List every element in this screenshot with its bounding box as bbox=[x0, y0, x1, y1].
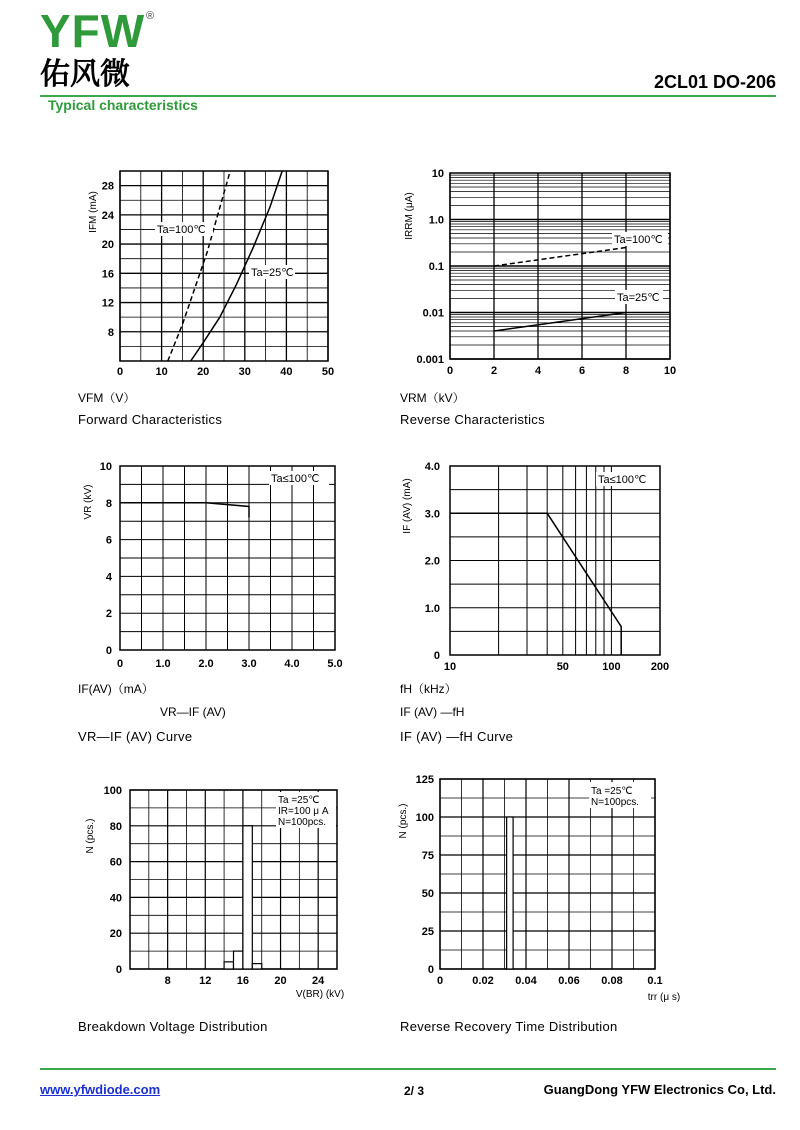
chart2-y-tick-label: 10 bbox=[431, 168, 444, 180]
chart6-bar bbox=[507, 817, 513, 969]
chart5-y-tick-label: 80 bbox=[109, 820, 122, 833]
chart1-y-tick-label: 28 bbox=[101, 180, 114, 193]
chart1-y-tick-label: 16 bbox=[101, 268, 114, 281]
chart6-x-tick-label: 0.04 bbox=[515, 975, 537, 987]
chart3-x-tick-label: 0 bbox=[116, 658, 124, 670]
chart6-x-tick-label: 0.06 bbox=[558, 975, 580, 987]
chart6-y-tick-label: 75 bbox=[421, 850, 434, 862]
chart5-x-tick-label: 8 bbox=[164, 975, 171, 987]
chart5-y-axis-label: N (pcs.) bbox=[85, 818, 96, 854]
chart5-y-tick-label: 60 bbox=[109, 856, 122, 869]
chart6-y-tick-label: 100 bbox=[415, 812, 434, 824]
chart5-annotation-line: IR=100 μ A bbox=[278, 806, 329, 817]
chart2-axis-caption: VRM（kV） bbox=[400, 391, 465, 405]
chart2-series-2 bbox=[494, 313, 626, 332]
chart1-x-tick-label: 0 bbox=[116, 366, 124, 378]
chart4-y-axis-label: IF (AV) (mA) bbox=[402, 478, 413, 534]
chart5-x-tick-label: 16 bbox=[236, 975, 250, 987]
chart2-x-tick-label: 10 bbox=[663, 365, 677, 377]
chart4-x-tick-label: 50 bbox=[556, 661, 569, 673]
chart5-y-tick-label: 20 bbox=[109, 928, 122, 941]
chart6-title: Reverse Recovery Time Distribution bbox=[400, 1019, 618, 1034]
chart2-x-tick-label: 4 bbox=[534, 365, 542, 377]
chart1-legend-25c: Ta=25℃ bbox=[251, 267, 294, 279]
chart1-y-tick-label: 12 bbox=[101, 297, 114, 310]
chart5-annotation-line: Ta =25℃ bbox=[278, 795, 320, 806]
chart3-title: VR—IF (AV) Curve bbox=[78, 729, 193, 744]
chart6-x-tick-label: 0.1 bbox=[647, 975, 663, 987]
chart5-bar bbox=[243, 826, 252, 969]
chart1-y-tick-label: 24 bbox=[101, 209, 114, 222]
chart3-y-tick-label: 6 bbox=[105, 534, 112, 547]
section-title: Typical characteristics bbox=[48, 97, 198, 113]
chart5-y-tick-label: 0 bbox=[115, 964, 122, 976]
chart1-x-tick-label: 30 bbox=[238, 366, 251, 378]
chart1-x-tick-label: 50 bbox=[321, 366, 335, 378]
chart4-subcaption: IF (AV) —fH bbox=[400, 705, 465, 719]
chart4-title: IF (AV) —fH Curve bbox=[400, 729, 514, 744]
chart4-y-tick-label: 2.0 bbox=[424, 555, 440, 568]
chart6-x-tick-label: 0.08 bbox=[601, 975, 623, 987]
chart6-annotation-line: Ta =25℃ bbox=[591, 786, 633, 797]
chart6-y-axis-label: N (pcs.) bbox=[398, 803, 409, 839]
registered-mark: ® bbox=[146, 10, 155, 22]
chart2-x-tick-label: 6 bbox=[578, 365, 586, 377]
chart3-subcaption: VR—IF (AV) bbox=[160, 705, 226, 719]
chart2-title: Reverse Characteristics bbox=[400, 412, 545, 427]
chart4-y-tick-label: 4.0 bbox=[424, 461, 440, 473]
chart6-y-tick-label: 0 bbox=[427, 964, 434, 976]
chart5-y-tick-label: 100 bbox=[103, 785, 122, 797]
chart5-x-tick-label: 20 bbox=[274, 975, 287, 987]
chart5-x-tick-label: 12 bbox=[199, 975, 212, 987]
chart1-legend-100c: Ta=100℃ bbox=[157, 224, 206, 236]
chart3-axis-caption: IF(AV)（mA） bbox=[78, 682, 154, 696]
chart5-title: Breakdown Voltage Distribution bbox=[78, 1019, 268, 1034]
chart3-x-tick-label: 2.0 bbox=[198, 658, 214, 670]
logo-text: YFW bbox=[40, 5, 146, 57]
chart5-bar bbox=[234, 951, 243, 969]
chart2-x-tick-label: 2 bbox=[490, 365, 498, 377]
chart4-condition-label: Ta≤100℃ bbox=[598, 474, 647, 486]
chart1-y-axis-label: IFM (mA) bbox=[88, 191, 99, 233]
company-name: GuangDong YFW Electronics Co, Ltd. bbox=[543, 1082, 776, 1097]
chart4-x-tick-label: 10 bbox=[443, 661, 457, 673]
chart3-x-tick-label: 1.0 bbox=[155, 658, 171, 670]
chart4-y-tick-label: 0 bbox=[433, 650, 440, 662]
chart4-axis-caption: fH（kHz） bbox=[400, 682, 457, 696]
chart1-x-tick-label: 20 bbox=[197, 366, 210, 378]
chart5-annotation-line: N=100pcs. bbox=[278, 817, 327, 828]
chart5-x-axis-label: V(BR) (kV) bbox=[295, 989, 345, 1000]
chart2-legend-100c: Ta=100℃ bbox=[614, 234, 663, 246]
chart2-x-tick-label: 0 bbox=[446, 365, 454, 377]
chart6-y-tick-label: 125 bbox=[415, 774, 434, 786]
footer-divider bbox=[40, 1068, 776, 1070]
chart3-y-tick-label: 10 bbox=[99, 461, 112, 473]
chart4-y-tick-label: 1.0 bbox=[424, 602, 440, 615]
chart1-y-tick-label: 20 bbox=[101, 239, 114, 252]
chart6-x-tick-label: 0 bbox=[436, 975, 444, 987]
chart6-x-axis-label: trr (μ s) bbox=[647, 992, 681, 1003]
chart5-bar bbox=[224, 962, 233, 969]
chart3-y-axis-label: VR (kV) bbox=[83, 484, 94, 520]
chart4-x-tick-label: 200 bbox=[650, 661, 670, 673]
chart2-y-axis-label: IRRM (μA) bbox=[404, 192, 415, 240]
website-link[interactable]: www.yfwdiode.com bbox=[40, 1082, 161, 1097]
logo-chinese-text: 佑风微 bbox=[40, 57, 130, 92]
chart1-x-tick-label: 10 bbox=[155, 366, 168, 378]
chart1-title: Forward Characteristics bbox=[78, 412, 223, 427]
chart2-series-1 bbox=[494, 248, 626, 267]
chart3-y-tick-label: 8 bbox=[105, 497, 112, 510]
chart6-y-tick-label: 50 bbox=[421, 888, 434, 900]
chart3-x-tick-label: 4.0 bbox=[284, 658, 300, 670]
chart3-condition-label: Ta≤100℃ bbox=[271, 473, 320, 485]
chart2-legend-25c: Ta=25℃ bbox=[617, 292, 660, 304]
chart3-x-tick-label: 5.0 bbox=[327, 658, 343, 670]
chart2-x-tick-label: 8 bbox=[622, 365, 630, 377]
chart1-axis-caption: VFM（V） bbox=[78, 391, 136, 405]
chart5-x-tick-label: 24 bbox=[312, 975, 325, 987]
chart3-y-tick-label: 0 bbox=[105, 645, 112, 657]
chart3-x-tick-label: 3.0 bbox=[241, 658, 257, 670]
document-title: 2CL01 DO-206 bbox=[653, 72, 776, 92]
chart4-y-tick-label: 3.0 bbox=[424, 508, 440, 521]
chart2-y-tick-label: 0.01 bbox=[422, 307, 444, 320]
chart5-bar bbox=[252, 964, 261, 969]
page-number: 2/ 3 bbox=[404, 1084, 425, 1098]
chart6-annotation-line: N=100pcs. bbox=[591, 797, 640, 808]
chart3-y-tick-label: 4 bbox=[105, 571, 112, 584]
chart1-series-1 bbox=[168, 171, 230, 361]
chart1-x-tick-label: 40 bbox=[280, 366, 293, 378]
chart2-y-tick-label: 0.1 bbox=[428, 261, 444, 273]
chart6-x-tick-label: 0.02 bbox=[472, 975, 494, 987]
chart6-y-tick-label: 25 bbox=[421, 926, 434, 938]
chart3-y-tick-label: 2 bbox=[105, 608, 112, 621]
chart1-y-tick-label: 8 bbox=[107, 326, 114, 339]
chart5-y-tick-label: 40 bbox=[109, 892, 122, 905]
chart2-y-tick-label: 0.001 bbox=[416, 354, 444, 366]
chart4-x-tick-label: 100 bbox=[602, 661, 621, 673]
chart2-y-tick-label: 1.0 bbox=[428, 214, 444, 227]
